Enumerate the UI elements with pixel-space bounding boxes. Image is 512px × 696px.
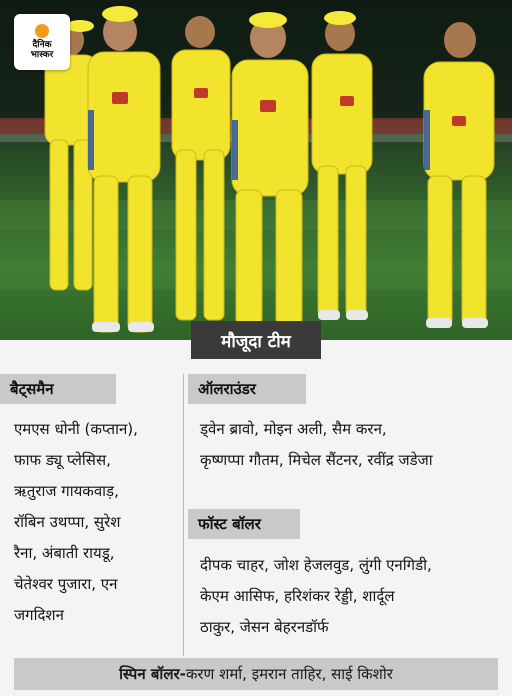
list-item: एमएस धोनी (कप्तान), bbox=[14, 420, 138, 438]
spin-bowlers-bar bbox=[14, 658, 498, 690]
batsmen-heading: बैट्समैन bbox=[0, 374, 116, 404]
list-item: जगदिशन bbox=[14, 606, 64, 624]
list-item: फाफ ड्यू प्लेसिस, bbox=[14, 451, 111, 469]
list-item: केएम आसिफ, हरिशंकर रेड्डी, शार्दूल bbox=[200, 587, 395, 605]
list-item: चेतेश्वर पुजारा, एन bbox=[14, 575, 118, 593]
fast-bowlers-heading: फॉस्ट बॉलर bbox=[188, 509, 300, 539]
list-item: कृष्णप्पा गौतम, मिचेल सैंटनर, रवींद्र जडेजा bbox=[200, 451, 433, 469]
allrounders-list bbox=[200, 414, 506, 476]
dainik-bhaskar-logo bbox=[14, 14, 70, 70]
allrounders-heading: ऑलराउंडर bbox=[188, 374, 306, 404]
fast-bowlers-list bbox=[200, 550, 506, 643]
logo-line-2: भास्कर bbox=[30, 50, 54, 60]
list-item: दीपक चाहर, जोश हेजलवुड, लुंगी एनगिडी, bbox=[200, 556, 432, 574]
team-photo bbox=[0, 0, 512, 340]
spin-bowlers-label: स्पिन बॉलर- bbox=[119, 665, 186, 683]
column-divider bbox=[183, 374, 184, 656]
logo-line-1: दैनिक bbox=[32, 40, 52, 50]
list-item: ड्वेन ब्रावो, मोइन अली, सैम करन, bbox=[200, 420, 387, 438]
sun-logo-icon bbox=[35, 24, 49, 38]
players-illustration bbox=[0, 0, 512, 340]
list-item: ऋतुराज गायकवाड़, bbox=[14, 482, 119, 500]
batsmen-list bbox=[14, 414, 182, 631]
list-item: रैना, अंबाती रायडू, bbox=[14, 544, 115, 562]
spin-bowlers-names: करण शर्मा, इमरान ताहिर, साई किशोर bbox=[185, 665, 393, 683]
list-item: ठाकुर, जेसन बेहरनडॉर्फ bbox=[200, 618, 329, 636]
list-item: रॉबिन उथप्पा, सुरेश bbox=[14, 513, 121, 531]
current-team-title: मौजूदा टीम bbox=[191, 321, 321, 359]
